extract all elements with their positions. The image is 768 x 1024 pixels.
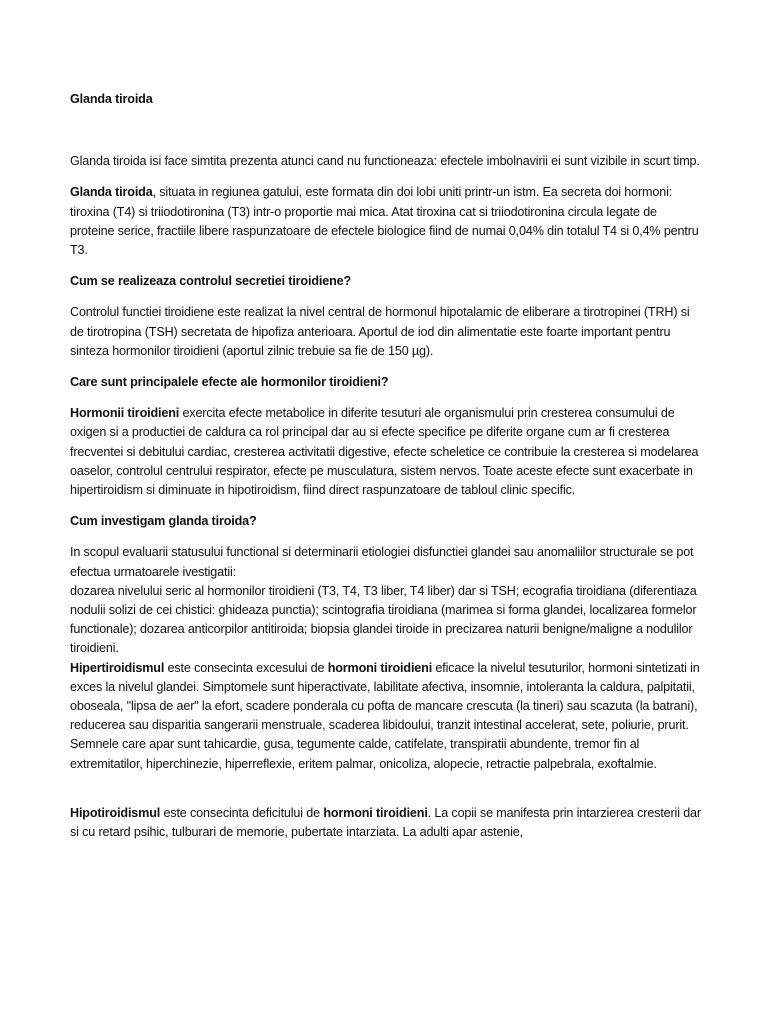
question-secretion-control: Cum se realizeaza controlul secretiei tiroidiene? [70, 274, 352, 289]
hypothyroidism-term: Hipotiroidismul [70, 805, 161, 820]
investigation-list: dozarea nivelului seric al hormonilor tiroidieni (T3, T4, T3 liber, T4 liber) dar si TSH; ecografia tiroidiana (diferentiaza nodulii solizi de cei chistici: ghideaza punctia); scintografia tiroidiana (marimea si forma glandei, localizarea formelor functionale); dozarea anticorpilor antitiroida; biopsia glandei tiroide in precizarea naturii benigne/maligne a nodulilor tiroidieni. [70, 583, 697, 656]
hyperthyroidism-text-2: eficace la nivelul tesuturilor, hormoni sintetizati in exces la nivelul glandei. Simptomele sunt hiperactivate, labilitate afectiva, insomnie, intoleranta la caldura, palpitatii, oboseala, "lipsa de aer" la efort, scadere ponderala cu pofta de mancare crescuta (la tineri) sau scazuta (la batrani), reducerea sau disparitia sangerarii menstruale, scaderea libidoului, tranzit intestinal accelerat, sete, poliurie, prurit. Semnele care apar sunt tahicardie, gusa, tegumente calde, catifelate, transpiratii abundente, tremor fin al extremitatilor, hiperchinezie, hiperreflexie, eritem palmar, onicoliza, alopecie, retractie palpebrala, exoftalmie. [70, 660, 700, 771]
hormone-effects-paragraph [70, 404, 702, 500]
intro-paragraph: Glanda tiroida isi face simtita prezenta atunci cand nu functioneaza: efectele imbolnavirii ei sunt vizibile in scurt timp. [70, 154, 700, 169]
hormone-effects-text: exercita efecte metabolice in diferite tesuturi ale organismului prin cresterea consumului de oxigen si a productiei de caldura ca rol principal dar au si efecte specifice pe diferite organe cum ar fi cresterea frecventei si debitului cardiac, cresterea activitatii digestive, efecte scheletice ce contribuie la cresterea si modelarea oaselor, controlul centrului respirator, efecte pe musculatura, sistem nervos. Toate aceste efecte sunt exacerbate in hipertiroidism si diminuate in hipotiroidism, fiind direct raspunzatoare de tabloul clinic specific. [70, 406, 699, 498]
secretion-control-paragraph: Controlul functiei tiroidiene este realizat la nivel central de hormonul hipotalamic de eliberare a tirotropinei (TRH) si de tirotropina (TSH) secretata de hipofiza anterioara. Aportul de iod din alimentatie este foarte important pentru sinteza hormonilor tiroidieni (aportul zilnic trebuie sa fie de 150 µg). [70, 305, 690, 358]
question-investigation: Cum investigam glanda tiroida? [70, 514, 257, 529]
question-hormone-effects: Care sunt principalele efecte ale hormonilor tiroidieni? [70, 375, 389, 390]
hypothyroidism-text-2: . La copii se manifesta prin intarzierea cresterii dar si cu retard psihic, tulburari de memorie, pubertate intarziata. La adulti apar astenie, [70, 805, 701, 840]
spacer [70, 786, 702, 804]
thyroid-term: Glanda tiroida [70, 185, 153, 200]
document-title: Glanda tiroida [70, 92, 153, 106]
hyperthyroidism-hormones-term: hormoni tiroidieni [327, 660, 433, 675]
thyroid-description-text: , situata in regiunea gatului, este formata din doi lobi uniti printr-un istm. Ea secreta doi hormoni: tiroxina (T4) si triiodotironina (T3) intr-o proportie mai mica. Atat tiroxina cat si triiodotironina circula legate de proteine serice, fractiile libere raspunzatoare de efectele biologice fiind de numai 0,04% din totalul T4 si 0,4% pentru T3. [70, 185, 699, 258]
hypothyroidism-text-1: este consecinta deficitului de [160, 805, 324, 820]
hypothyroidism-paragraph [70, 804, 702, 842]
investigation-intro: In scopul evaluarii statusului functional si determinarii etiologiei disfunctiei glandei sau anomaliilor structurale se pot efectua urmatoarele ivestigatii: [70, 545, 694, 579]
thyroid-description-paragraph [70, 183, 702, 260]
investigation-paragraph [70, 543, 702, 658]
hypothyroidism-hormones-term: hormoni tiroidieni [323, 805, 428, 820]
hormones-term: Hormonii tiroidieni [70, 406, 180, 421]
hyperthyroidism-term: Hipertiroidismul [70, 660, 165, 675]
hyperthyroidism-text-1: este consecinta excesului de [164, 660, 328, 675]
document-page [70, 90, 702, 854]
hyperthyroidism-paragraph [70, 659, 702, 774]
